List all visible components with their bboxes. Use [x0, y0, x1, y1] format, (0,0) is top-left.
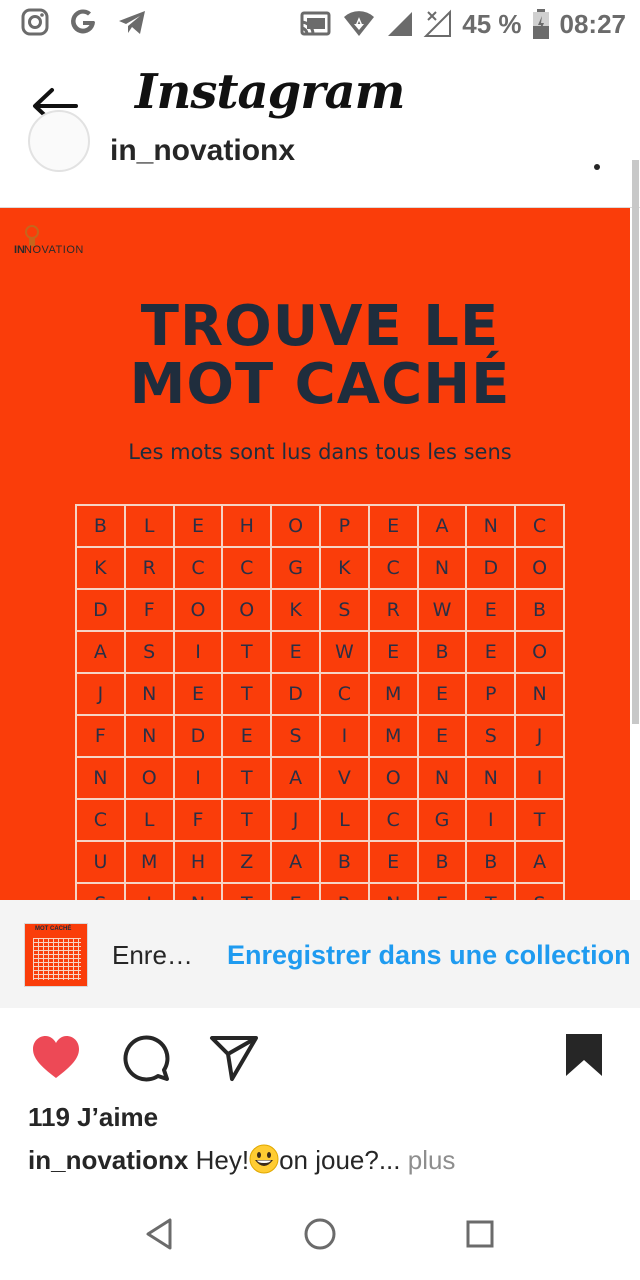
grid-cell: O: [175, 590, 224, 632]
grid-cell: O: [370, 758, 419, 800]
grid-cell: N: [77, 758, 126, 800]
grid-cell: L: [321, 800, 370, 842]
image-subtitle: Les mots sont lus dans tous les sens: [128, 440, 512, 464]
grid-cell: E: [223, 716, 272, 758]
instagram-icon: [20, 7, 50, 37]
grid-cell: C: [321, 674, 370, 716]
grid-cell: V: [321, 758, 370, 800]
grid-cell: A: [272, 758, 321, 800]
grid-row: [77, 800, 565, 842]
post-header: [0, 134, 640, 208]
image-title: [0, 294, 640, 417]
grid-cell: K: [321, 548, 370, 590]
grid-cell: S: [272, 716, 321, 758]
wifi-icon: [342, 9, 376, 39]
caption-text-after: on joue?...: [279, 1145, 401, 1175]
grid-row: [77, 590, 565, 632]
grid-cell: C: [77, 800, 126, 842]
triangle-back-icon: [140, 1214, 180, 1254]
google-icon: [68, 7, 98, 37]
grid-cell: S: [126, 632, 175, 674]
grid-cell: S: [467, 716, 516, 758]
grid-cell: J: [272, 800, 321, 842]
grid-cell: K: [272, 590, 321, 632]
grid-cell: I: [467, 800, 516, 842]
grid-cell: E: [370, 842, 419, 884]
grid-cell: I: [321, 716, 370, 758]
grid-cell: N: [419, 548, 468, 590]
grid-cell: H: [223, 506, 272, 548]
signal-x-icon: [424, 9, 452, 39]
grid-row: [77, 842, 565, 884]
caption: [28, 1144, 455, 1176]
grid-cell: D: [175, 716, 224, 758]
grid-row: [77, 758, 565, 800]
image-title-line2: MOT CACHÉ: [129, 352, 511, 417]
grid-cell: D: [467, 548, 516, 590]
grid-cell: N: [467, 758, 516, 800]
grid-cell: E: [175, 506, 224, 548]
grid-row: [77, 632, 565, 674]
comment-icon: [120, 1032, 172, 1084]
grid-cell: I: [516, 758, 565, 800]
grid-cell: J: [77, 674, 126, 716]
cast-icon: [298, 10, 332, 38]
grid-cell: C: [516, 506, 565, 548]
grid-cell: O: [516, 548, 565, 590]
grid-cell: B: [516, 590, 565, 632]
saved-label: Enre…: [112, 940, 193, 970]
grid-cell: E: [419, 674, 468, 716]
grid-cell: G: [419, 800, 468, 842]
thumbnail-title: MOT CACHÉ: [35, 926, 72, 932]
grid-cell: M: [126, 842, 175, 884]
heart-filled-icon: [30, 1032, 82, 1084]
grid-cell: O: [272, 506, 321, 548]
more-options-icon[interactable]: [594, 164, 600, 170]
grid-cell: C: [175, 548, 224, 590]
post-username[interactable]: in_novationx: [110, 134, 296, 167]
likes-count[interactable]: 119 J’aime: [28, 1102, 159, 1132]
grid-cell: Z: [223, 842, 272, 884]
grid-cell: P: [467, 674, 516, 716]
grid-cell: T: [223, 632, 272, 674]
grid-cell: N: [126, 674, 175, 716]
caption-username[interactable]: in_novationx: [28, 1145, 189, 1175]
grid-cell: C: [370, 800, 419, 842]
grid-row: [77, 674, 565, 716]
grid-cell: B: [419, 842, 468, 884]
share-button[interactable]: [208, 1032, 260, 1084]
grid-cell: E: [272, 632, 321, 674]
nav-recents-button[interactable]: [460, 1214, 500, 1254]
grid-cell: R: [370, 590, 419, 632]
logo-prefix: IN: [14, 244, 25, 256]
battery-icon: [532, 8, 550, 40]
post-thumbnail: [24, 923, 88, 987]
thumbnail-grid: [33, 938, 81, 980]
instagram-logo: Instagram: [135, 64, 405, 120]
grid-cell: J: [516, 716, 565, 758]
grid-cell: B: [419, 632, 468, 674]
grid-cell: E: [370, 506, 419, 548]
grid-cell: K: [77, 548, 126, 590]
grid-cell: A: [419, 506, 468, 548]
scrollbar-thumb[interactable]: [632, 160, 639, 724]
grid-cell: I: [175, 758, 224, 800]
grid-cell: U: [77, 842, 126, 884]
battery-percent: 45 %: [462, 8, 522, 39]
nav-home-button[interactable]: [300, 1214, 340, 1254]
system-nav-bar: [0, 1184, 640, 1280]
grid-cell: F: [77, 716, 126, 758]
circle-home-icon: [300, 1214, 340, 1254]
grid-cell: E: [370, 632, 419, 674]
grid-row: [77, 716, 565, 758]
grid-cell: O: [516, 632, 565, 674]
grid-cell: D: [77, 590, 126, 632]
nav-back-button[interactable]: [140, 1214, 180, 1254]
grid-cell: T: [516, 800, 565, 842]
grid-cell: D: [272, 674, 321, 716]
grid-cell: N: [419, 758, 468, 800]
grid-row: [77, 548, 565, 590]
grid-row: [77, 506, 565, 548]
save-button[interactable]: [560, 1032, 612, 1084]
grid-cell: N: [126, 716, 175, 758]
caption-text-before: Hey!: [195, 1145, 250, 1175]
grid-cell: E: [467, 632, 516, 674]
save-to-collection-link[interactable]: Enregistrer dans une collection: [227, 940, 631, 970]
grid-cell: L: [126, 506, 175, 548]
signal-icon: [386, 9, 414, 39]
post-image[interactable]: [0, 208, 630, 900]
grid-cell: E: [419, 716, 468, 758]
grid-cell: A: [272, 842, 321, 884]
grid-cell: B: [321, 842, 370, 884]
grid-cell: T: [223, 758, 272, 800]
grid-cell: F: [126, 590, 175, 632]
grid-cell: N: [467, 506, 516, 548]
grid-cell: R: [126, 548, 175, 590]
grid-cell: O: [223, 590, 272, 632]
grid-cell: T: [223, 674, 272, 716]
grid-cell: I: [175, 632, 224, 674]
grinning-face-icon: [249, 1144, 279, 1174]
grid-cell: H: [175, 842, 224, 884]
image-title-line1: TROUVE LE: [140, 294, 500, 359]
grid-cell: M: [370, 674, 419, 716]
grid-cell: A: [516, 842, 565, 884]
word-search-grid: [75, 504, 565, 926]
grid-cell: B: [77, 506, 126, 548]
grid-cell: S: [321, 590, 370, 632]
grid-cell: O: [126, 758, 175, 800]
scrollbar[interactable]: [630, 160, 640, 900]
grid-cell: C: [370, 548, 419, 590]
caption-more-link[interactable]: plus: [407, 1145, 456, 1175]
grid-cell: M: [370, 716, 419, 758]
comment-button[interactable]: [120, 1032, 172, 1084]
save-collection-banner: [0, 900, 640, 1008]
grid-cell: P: [321, 506, 370, 548]
telegram-icon: [116, 7, 148, 37]
grid-cell: N: [516, 674, 565, 716]
grid-cell: T: [223, 800, 272, 842]
grid-cell: E: [467, 590, 516, 632]
grid-cell: C: [223, 548, 272, 590]
grid-cell: E: [175, 674, 224, 716]
status-time: 08:27: [559, 8, 626, 39]
bookmark-filled-icon: [560, 1032, 608, 1080]
grid-cell: F: [175, 800, 224, 842]
grid-cell: W: [321, 632, 370, 674]
logo-text: NOVATION: [24, 244, 84, 256]
post-actions: [0, 1008, 640, 1100]
grid-cell: L: [126, 800, 175, 842]
like-button[interactable]: [30, 1032, 82, 1084]
avatar[interactable]: [28, 110, 90, 172]
status-bar: [0, 0, 640, 50]
grid-cell: G: [272, 548, 321, 590]
grid-cell: B: [467, 842, 516, 884]
square-recents-icon: [460, 1214, 500, 1254]
grid-cell: W: [419, 590, 468, 632]
grid-cell: A: [77, 632, 126, 674]
send-icon: [208, 1032, 260, 1084]
